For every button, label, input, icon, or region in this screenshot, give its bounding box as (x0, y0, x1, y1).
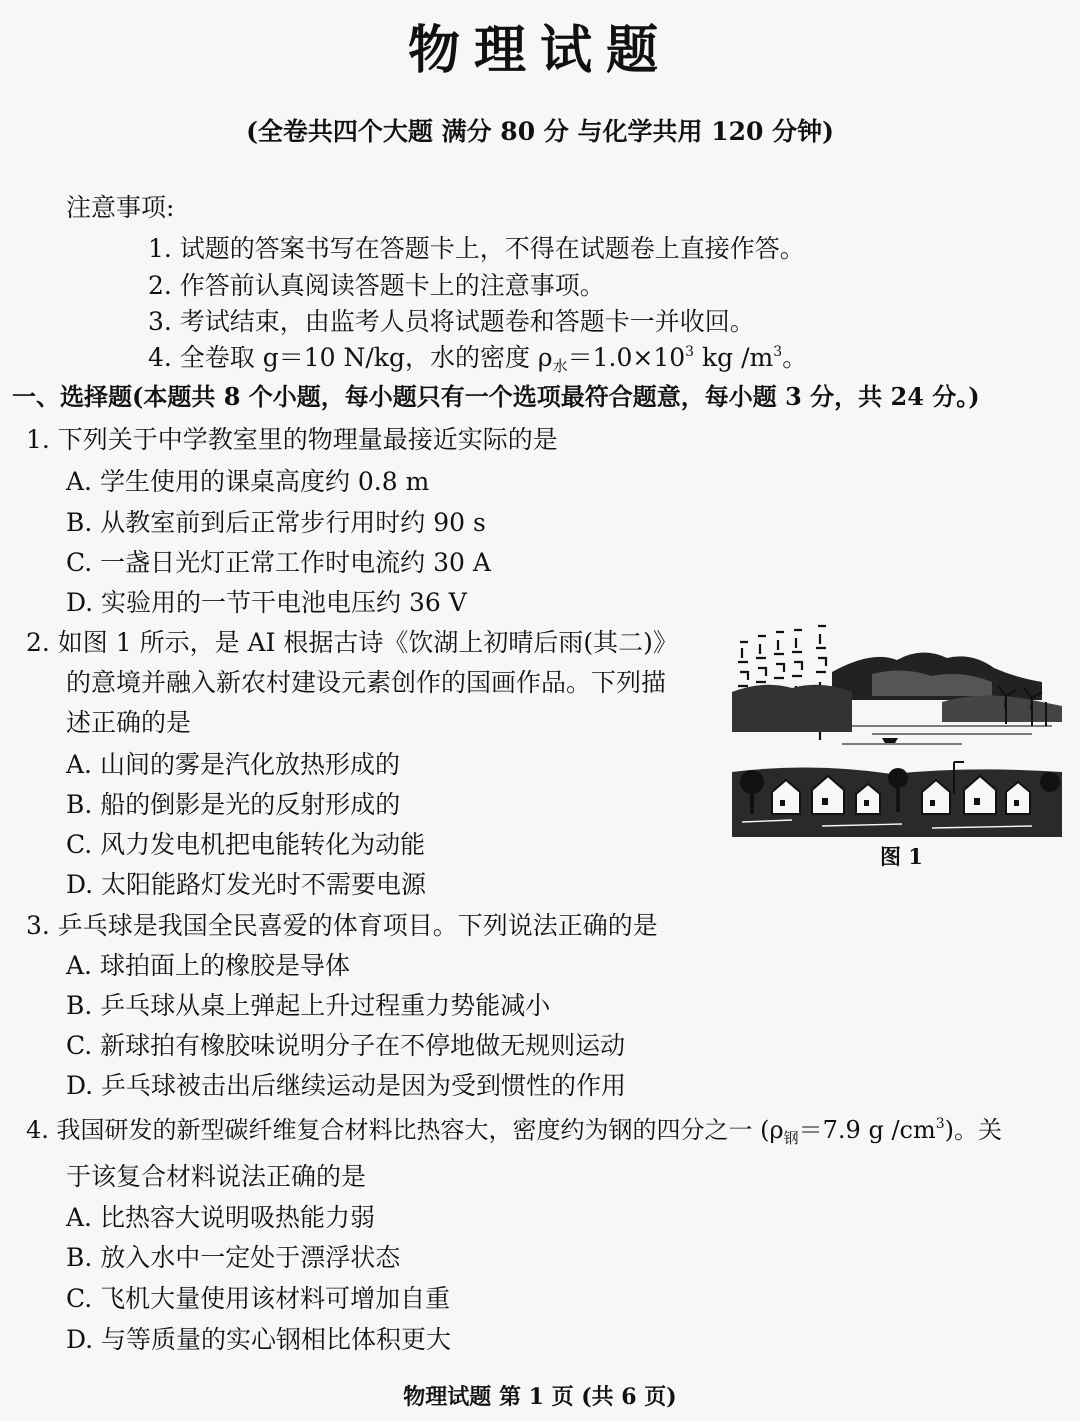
q3-option-a: A. 球拍面上的橡胶是导体 (66, 951, 350, 980)
note-item-2: 2. 作答前认真阅读答题卡上的注意事项。 (148, 271, 605, 300)
q2-option-d: D. 太阳能路灯发光时不需要电源 (66, 870, 427, 899)
landscape-painting-figure (732, 622, 1062, 837)
exam-subtitle: (全卷共四个大题 满分 80 分 与化学共用 120 分钟) (246, 117, 834, 146)
q1-option-c: C. 一盏日光灯正常工作时电流约 30 A (66, 548, 491, 577)
section-heading: 一、选择题(本题共 8 个小题，每小题只有一个选项最符合题意，每小题 3 分，共 24 分。) (12, 382, 980, 411)
q3-option-d: D. 乒乓球被击出后继续运动是因为受到惯性的作用 (66, 1071, 627, 1100)
q2-option-b: B. 船的倒影是光的反射形成的 (66, 790, 401, 819)
q1-option-b: B. 从教室前到后正常步行用时约 90 s (66, 508, 486, 537)
q1-option-d: D. 实验用的一节干电池电压约 36 V (66, 588, 467, 617)
ink-painting-icon (732, 622, 1062, 837)
page-title: 物理试题 (407, 20, 672, 81)
q3-option-c: C. 新球拍有橡胶味说明分子在不停地做无规则运动 (66, 1031, 626, 1060)
question-4-stem-line-2: 于该复合材料说法正确的是 (66, 1162, 367, 1191)
question-2-stem-line-2: 的意境并融入新农村建设元素创作的国画作品。下列描 (66, 668, 667, 697)
question-2-stem-line-3: 述正确的是 (66, 708, 192, 737)
note-item-1: 1. 试题的答案书写在答题卡上，不得在试题卷上直接作答。 (148, 234, 805, 263)
question-2-stem-line-1: 2. 如图 1 所示，是 AI 根据古诗《饮湖上初晴后雨(其二)》 (26, 628, 678, 657)
question-4-stem-line-1: 4. 我国研发的新型碳纤维复合材料比热容大，密度约为钢的四分之一 ($\rho_钢=7.9$ g $/cm^3$)。关 (26, 1116, 1003, 1147)
q4-option-a: A. 比热容大说明吸热能力弱 (66, 1203, 375, 1232)
question-3-stem: 3. 乒乓球是我国全民喜爱的体育项目。下列说法正确的是 (26, 911, 658, 940)
q4-option-b: B. 放入水中一定处于漂浮状态 (66, 1243, 401, 1272)
notes-heading: 注意事项: (66, 193, 175, 222)
figure-caption: 图 1 (880, 844, 923, 869)
note-item-4: 4. 全卷取 g＝10 N/kg，水的密度 $\rho_水=1.0\times 10^3$ kg $/m^3$。 (148, 343, 808, 375)
q4-option-d: D. 与等质量的实心钢相比体积更大 (66, 1325, 452, 1354)
q2-option-a: A. 山间的雾是汽化放热形成的 (66, 750, 400, 779)
note-item-3: 3. 考试结束，由监考人员将试题卷和答题卡一并收回。 (148, 307, 755, 336)
q4-option-c: C. 飞机大量使用该材料可增加自重 (66, 1284, 451, 1313)
q2-option-c: C. 风力发电机把电能转化为动能 (66, 830, 426, 859)
q1-option-a: A. 学生使用的课桌高度约 0.8 m (66, 467, 430, 496)
q3-option-b: B. 乒乓球从桌上弹起上升过程重力势能减小 (66, 991, 551, 1020)
question-1-stem: 1. 下列关于中学教室里的物理量最接近实际的是 (26, 425, 558, 454)
page-footer: 物理试题 第 1 页 (共 6 页) (403, 1384, 677, 1410)
